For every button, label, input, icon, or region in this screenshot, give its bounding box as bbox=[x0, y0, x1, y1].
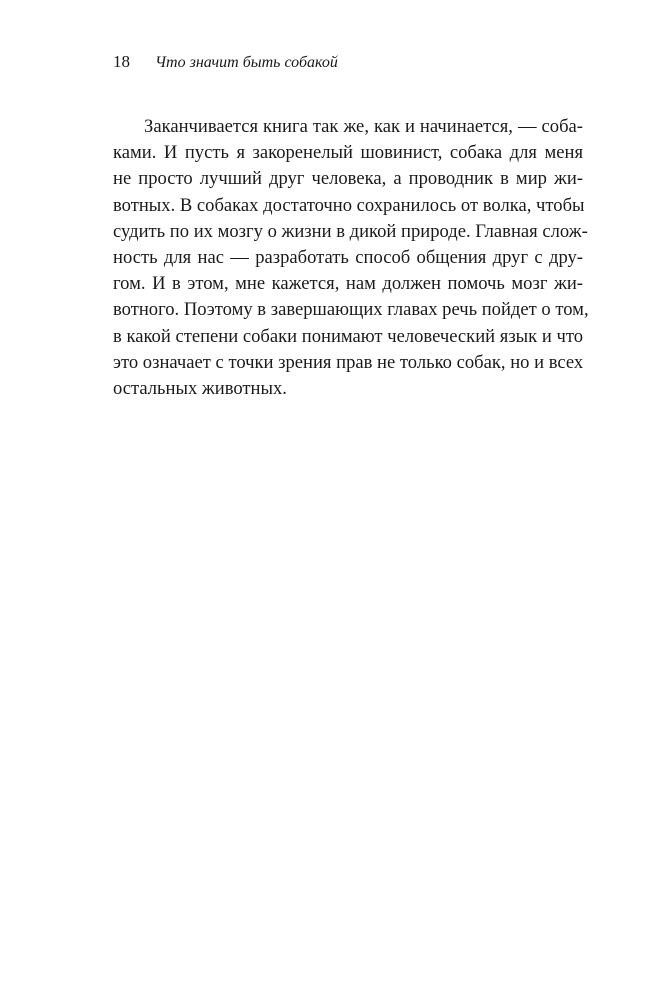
paragraph-line: вотного. Поэтому в завершающих главах речь пойдет о том, bbox=[113, 299, 589, 321]
running-title: Что значит быть собакой bbox=[155, 54, 338, 71]
paragraph-line: вотных. В собаках достаточно сохранилось от волка, чтобы bbox=[113, 194, 585, 216]
paragraph-line: гом. И в этом, мне кажется, нам должен помочь мозг жи- bbox=[113, 273, 583, 295]
paragraph-line: это означает с точки зрения прав не только собак, но и всех bbox=[113, 351, 584, 373]
paragraph-line: остальных животных. bbox=[113, 378, 287, 400]
paragraph-line: ность для нас — разработать способ общения друг с дру- bbox=[113, 247, 583, 269]
paragraph-line: ками. И пусть я закоренелый шовинист, собака для меня bbox=[113, 142, 583, 164]
running-head bbox=[113, 52, 338, 78]
paragraph-line: Заканчивается книга так же, как и начинается, — соба- bbox=[144, 116, 583, 137]
paragraph-line: не просто лучший друг человека, а проводник в мир жи- bbox=[113, 168, 583, 190]
page-number: 18 bbox=[113, 52, 130, 71]
paragraph-line: в какой степени собаки понимают человеческий язык и что bbox=[113, 325, 583, 347]
body-paragraph bbox=[113, 114, 589, 402]
paragraph-line: судить по их мозгу о жизни в дикой природе. Главная слож- bbox=[113, 220, 588, 242]
